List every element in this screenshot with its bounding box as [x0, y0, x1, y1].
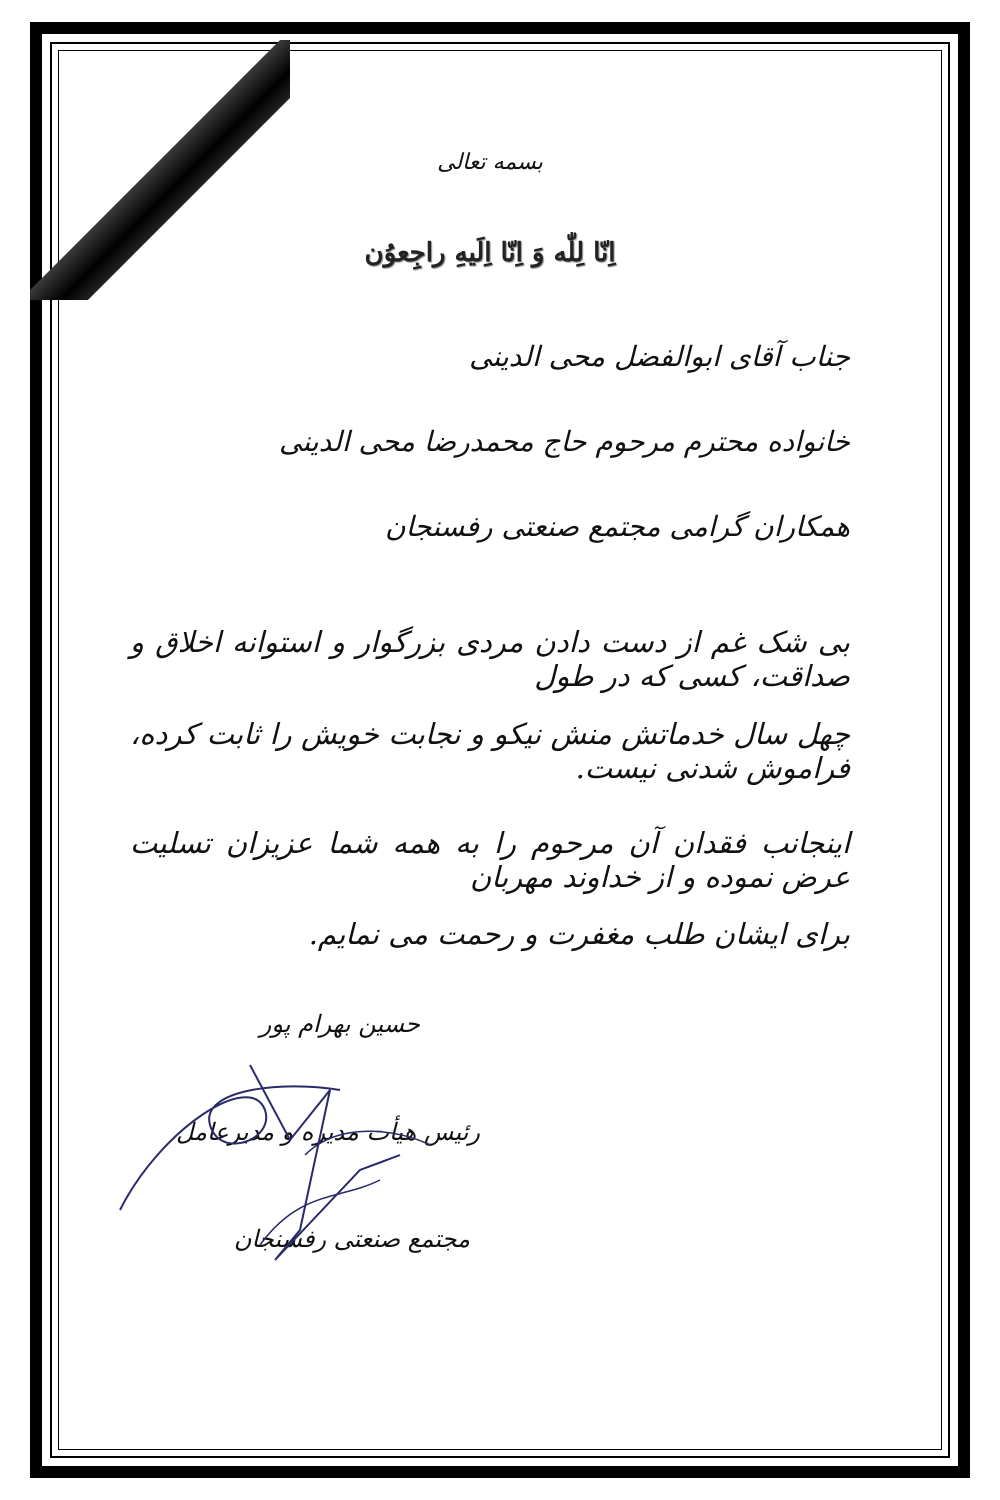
letter-heading: بسمه تعالی	[437, 150, 543, 175]
paragraph-line: برای ایشان طلب مغفرت و رحمت می نمایم.	[308, 917, 850, 951]
paragraph-line: چهل سال خدماتش منش نیکو و نجابت خویش را ثابت کرده، فراموش شدنی نیست.	[130, 717, 850, 785]
signatory-organization: مجتمع صنعتی رفسنجان	[233, 1225, 470, 1253]
paragraph-line: اینجانب فقدان آن مرحوم را به همه شما عزیزان تسلیت عرض نموده و از خداوند مهربان	[130, 826, 850, 894]
paragraph-line: بی شک غم از دست دادن مردی بزرگوار و استوانه اخلاق و صداقت، کسی که در طول	[130, 625, 850, 693]
signatory-title: رئیس هیأت مدیره و مدیرعامل	[175, 1118, 480, 1146]
recipient-line: خانواده محترم مرحوم حاج محمدرضا محی الدینی	[279, 425, 850, 458]
quran-verse: اِنّا لِلّٰه وَ اِنّا اِلَیهِ راجِعوُن	[364, 238, 616, 268]
signatory-name: حسین بهرام پور	[259, 1010, 420, 1038]
recipient-line: همکاران گرامی مجتمع صنعتی رفسنجان	[385, 510, 850, 543]
recipient-line: جناب آقای ابوالفضل محی الدینی	[469, 340, 850, 373]
handwritten-signature-icon	[100, 1050, 460, 1280]
